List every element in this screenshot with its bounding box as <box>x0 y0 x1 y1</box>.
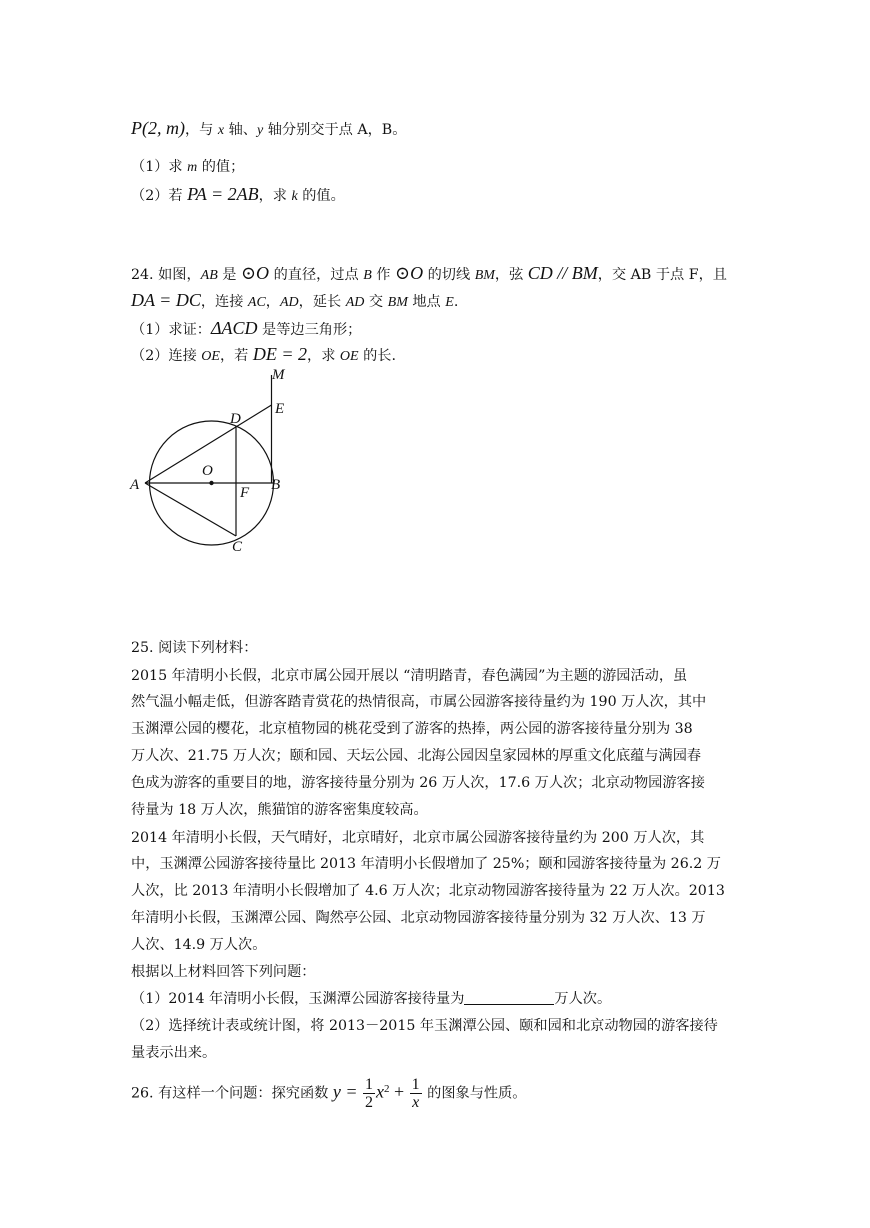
q24-sub1: （1）求证：ΔACD 是等边三角形； <box>131 318 362 338</box>
q23-sub2: （2）若 PA = 2AB，求 k 的值。 <box>131 184 345 204</box>
point-p-expression: P(2, m) <box>131 118 185 138</box>
label-a: A <box>130 477 140 493</box>
label-b: B <box>271 477 281 493</box>
q24-line1: 24. 如图，AB 是 ⊙O 的直径，过点 B 作 ⊙O 的切线 BM，弦 CD // BM，交 AB 于点 F，且 <box>131 263 727 283</box>
label-f: F <box>240 485 250 501</box>
segment-ac <box>145 483 236 536</box>
label-o: O <box>202 463 213 479</box>
q25-line-3: 玉渊潭公园的樱花，北京植物园的桃花受到了游客的热捧，两公园的游客接待量分别为 38 <box>131 721 693 737</box>
q23-sub1: （1）求 m 的值； <box>131 159 245 175</box>
fraction-one-over-x: $\frac{1}{x}$ <box>411 1076 420 1112</box>
q25-line-0: 25. 阅读下列材料： <box>131 640 258 656</box>
q24-line2: DA = DC，连接 AC，AD，延长 AD 交 BM 地点 E. <box>131 290 459 310</box>
center-dot <box>209 481 213 485</box>
q25-sub1: （1）2014 年清明小长假，玉渊潭公园游客接待量为 万人次。 <box>131 991 612 1007</box>
answer-blank <box>464 990 554 1005</box>
q25-line-12: 根据以上材料回答下列问题： <box>131 964 316 980</box>
q25-sub2-line2: 量表示出来。 <box>131 1045 217 1061</box>
circle-geometry-figure <box>126 365 296 555</box>
label-d: D <box>230 411 241 427</box>
q25-line-1: 2015 年清明小长假，北京市属公园开展以 “清明踏青，春色满园”为主题的游园活动，虽 <box>131 668 688 684</box>
label-e: E <box>275 401 285 417</box>
q24-sub2: （2）连接 OE，若 DE = 2，求 OE 的长. <box>131 344 396 364</box>
q25-line-10: 年清明小长假，玉渊潭公园、陶然亭公园、北京动物园游客接待量分别为 32 万人次、13 万 <box>131 910 706 926</box>
q25-line-2: 然气温小幅走低，但游客踏青赏花的热情很高，市属公园游客接待量约为 190 万人次，其中 <box>131 694 707 710</box>
q23-line1: P(2, m)，与 x 轴、y 轴分别交于点 A，B。 <box>131 118 407 138</box>
q25-line-6: 待量为 18 万人次，熊猫馆的游客密集度较高。 <box>131 802 428 818</box>
label-c: C <box>232 539 243 555</box>
fraction-one-half: $\frac{1}{2}$ <box>365 1076 373 1112</box>
q25-line-11: 人次、14.9 万人次。 <box>131 937 267 953</box>
q25-line-5: 色成为游客的重要目的地，游客接待量分别为 26 万人次，17.6 万人次；北京动物园游客接 <box>131 775 705 791</box>
label-m: M <box>272 367 285 383</box>
q25-line-9: 人次，比 2013 年清明小长假增加了 4.6 万人次；北京动物园游客接待量为 22 万人次。2013 <box>131 883 725 899</box>
q25-line-8: 中，玉渊潭公园游客接待量比 2013 年清明小长假增加了 25%；颐和园游客接待量为 26.2 万 <box>131 856 721 872</box>
q26-line: 26. 有这样一个问题：探究函数 y = $\frac{1}{2}$ $x^2$ + $\frac{1}{x}$ 的图象与性质。 <box>131 1076 527 1112</box>
q25-line-7: 2014 年清明小长假，天气晴好，北京晴好，北京市属公园游客接待量约为 200 万人次，其 <box>131 830 705 846</box>
q25-line-4: 万人次、21.75 万人次；颐和园、天坛公园、北海公园因皇家园林的厚重文化底蕴与满园春 <box>131 748 702 764</box>
q25-sub2-line1: （2）选择统计表或统计图，将 2013－2015 年玉渊潭公园、颐和园和北京动物园的游客接待 <box>131 1018 718 1034</box>
